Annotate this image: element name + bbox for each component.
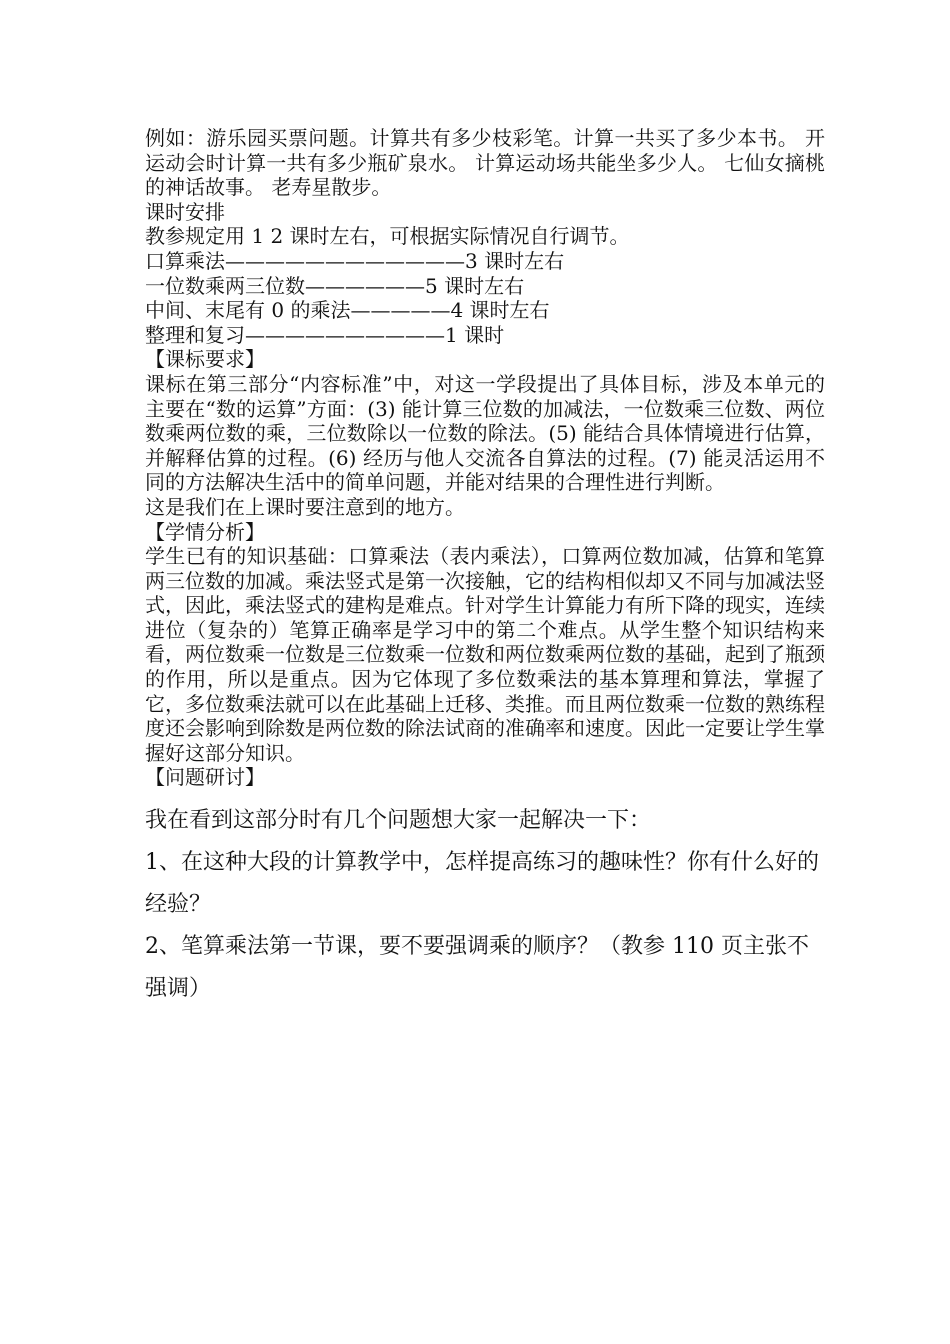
schedule-heading: 课时安排 xyxy=(145,199,225,224)
analysis-heading: 【学情分析】 xyxy=(145,519,265,544)
schedule-item: 整理和复习——————————1 课时 xyxy=(145,322,505,347)
schedule-item: 中间、末尾有 0 的乘法—————4 课时左右 xyxy=(145,298,550,323)
discussion-intro: 我在看到这部分时有几个问题想大家一起解决一下： xyxy=(145,808,652,834)
standards-heading: 【课标要求】 xyxy=(145,347,265,372)
schedule-item: 一位数乘两三位数——————5 课时左右 xyxy=(145,273,525,298)
discussion-block xyxy=(145,800,825,1010)
examples-paragraph: 例如：游乐园买票问题。计算共有多少枝彩笔。计算一共买了多少本书。 开运动会时计算一共有多少瓶矿泉水。 计算运动场共能坐多少人。 七仙女摘桃的神话故事。 老寿星散步。 xyxy=(145,126,825,200)
standards-paragraph: 课标在第三部分“内容标准”中，对这一学段提出了具体目标，涉及本单元的主要在“数的运算”方面：(3) 能计算三位数的加减法，一位数乘三位数、两位数乘两位数的乘，三位数除以一位数的除法。(5) 能结合具体情境进行估算，并解释估算的过程。(6) 经历与他人交流各自算法的过程。(7) 能灵活运用不同的方法解决生活中的简单问题，并能对结果的合理性进行判断。 xyxy=(145,371,825,495)
discussion-question-2: 2、笔算乘法第一节课，要不要强调乘的顺序？（教参 110 页主张不强调） xyxy=(145,934,809,1002)
analysis-paragraph: 学生已有的知识基础：口算乘法（表内乘法），口算两位数加减，估算和笔算两三位数的加减。乘法竖式是第一次接触，它的结构相似却又不同与加减法竖式，因此，乘法竖式的建构是难点。针对学生计算能力有所下降的现实，连续进位（复杂的）笔算正确率是学习中的第二个难点。从学生整个知识结构来看，两位数乘一位数是三位数乘一位数和两位数乘两位数的基础，起到了瓶颈的作用，所以是重点。因为它体现了多位数乘法的基本算理和算法，掌握了它，多位数乘法就可以在此基础上迁移、类推。而且两位数乘一位数的熟练程度还会影响到除数是两位数的除法试商的准确率和速度。因此一定要让学生掌握好这部分知识。 xyxy=(145,544,825,765)
schedule-intro: 教参规定用 1 2 课时左右，可根据实际情况自行调节。 xyxy=(145,224,630,249)
schedule-item: 口算乘法————————————3 课时左右 xyxy=(145,248,565,273)
standards-note: 这是我们在上课时要注意到的地方。 xyxy=(145,494,465,519)
document-body xyxy=(145,126,825,1010)
discussion-question-1: 1、在这种大段的计算教学中，怎样提高练习的趣味性？你有什么好的经验？ xyxy=(145,850,819,918)
discussion-heading: 【问题研讨】 xyxy=(145,765,265,790)
